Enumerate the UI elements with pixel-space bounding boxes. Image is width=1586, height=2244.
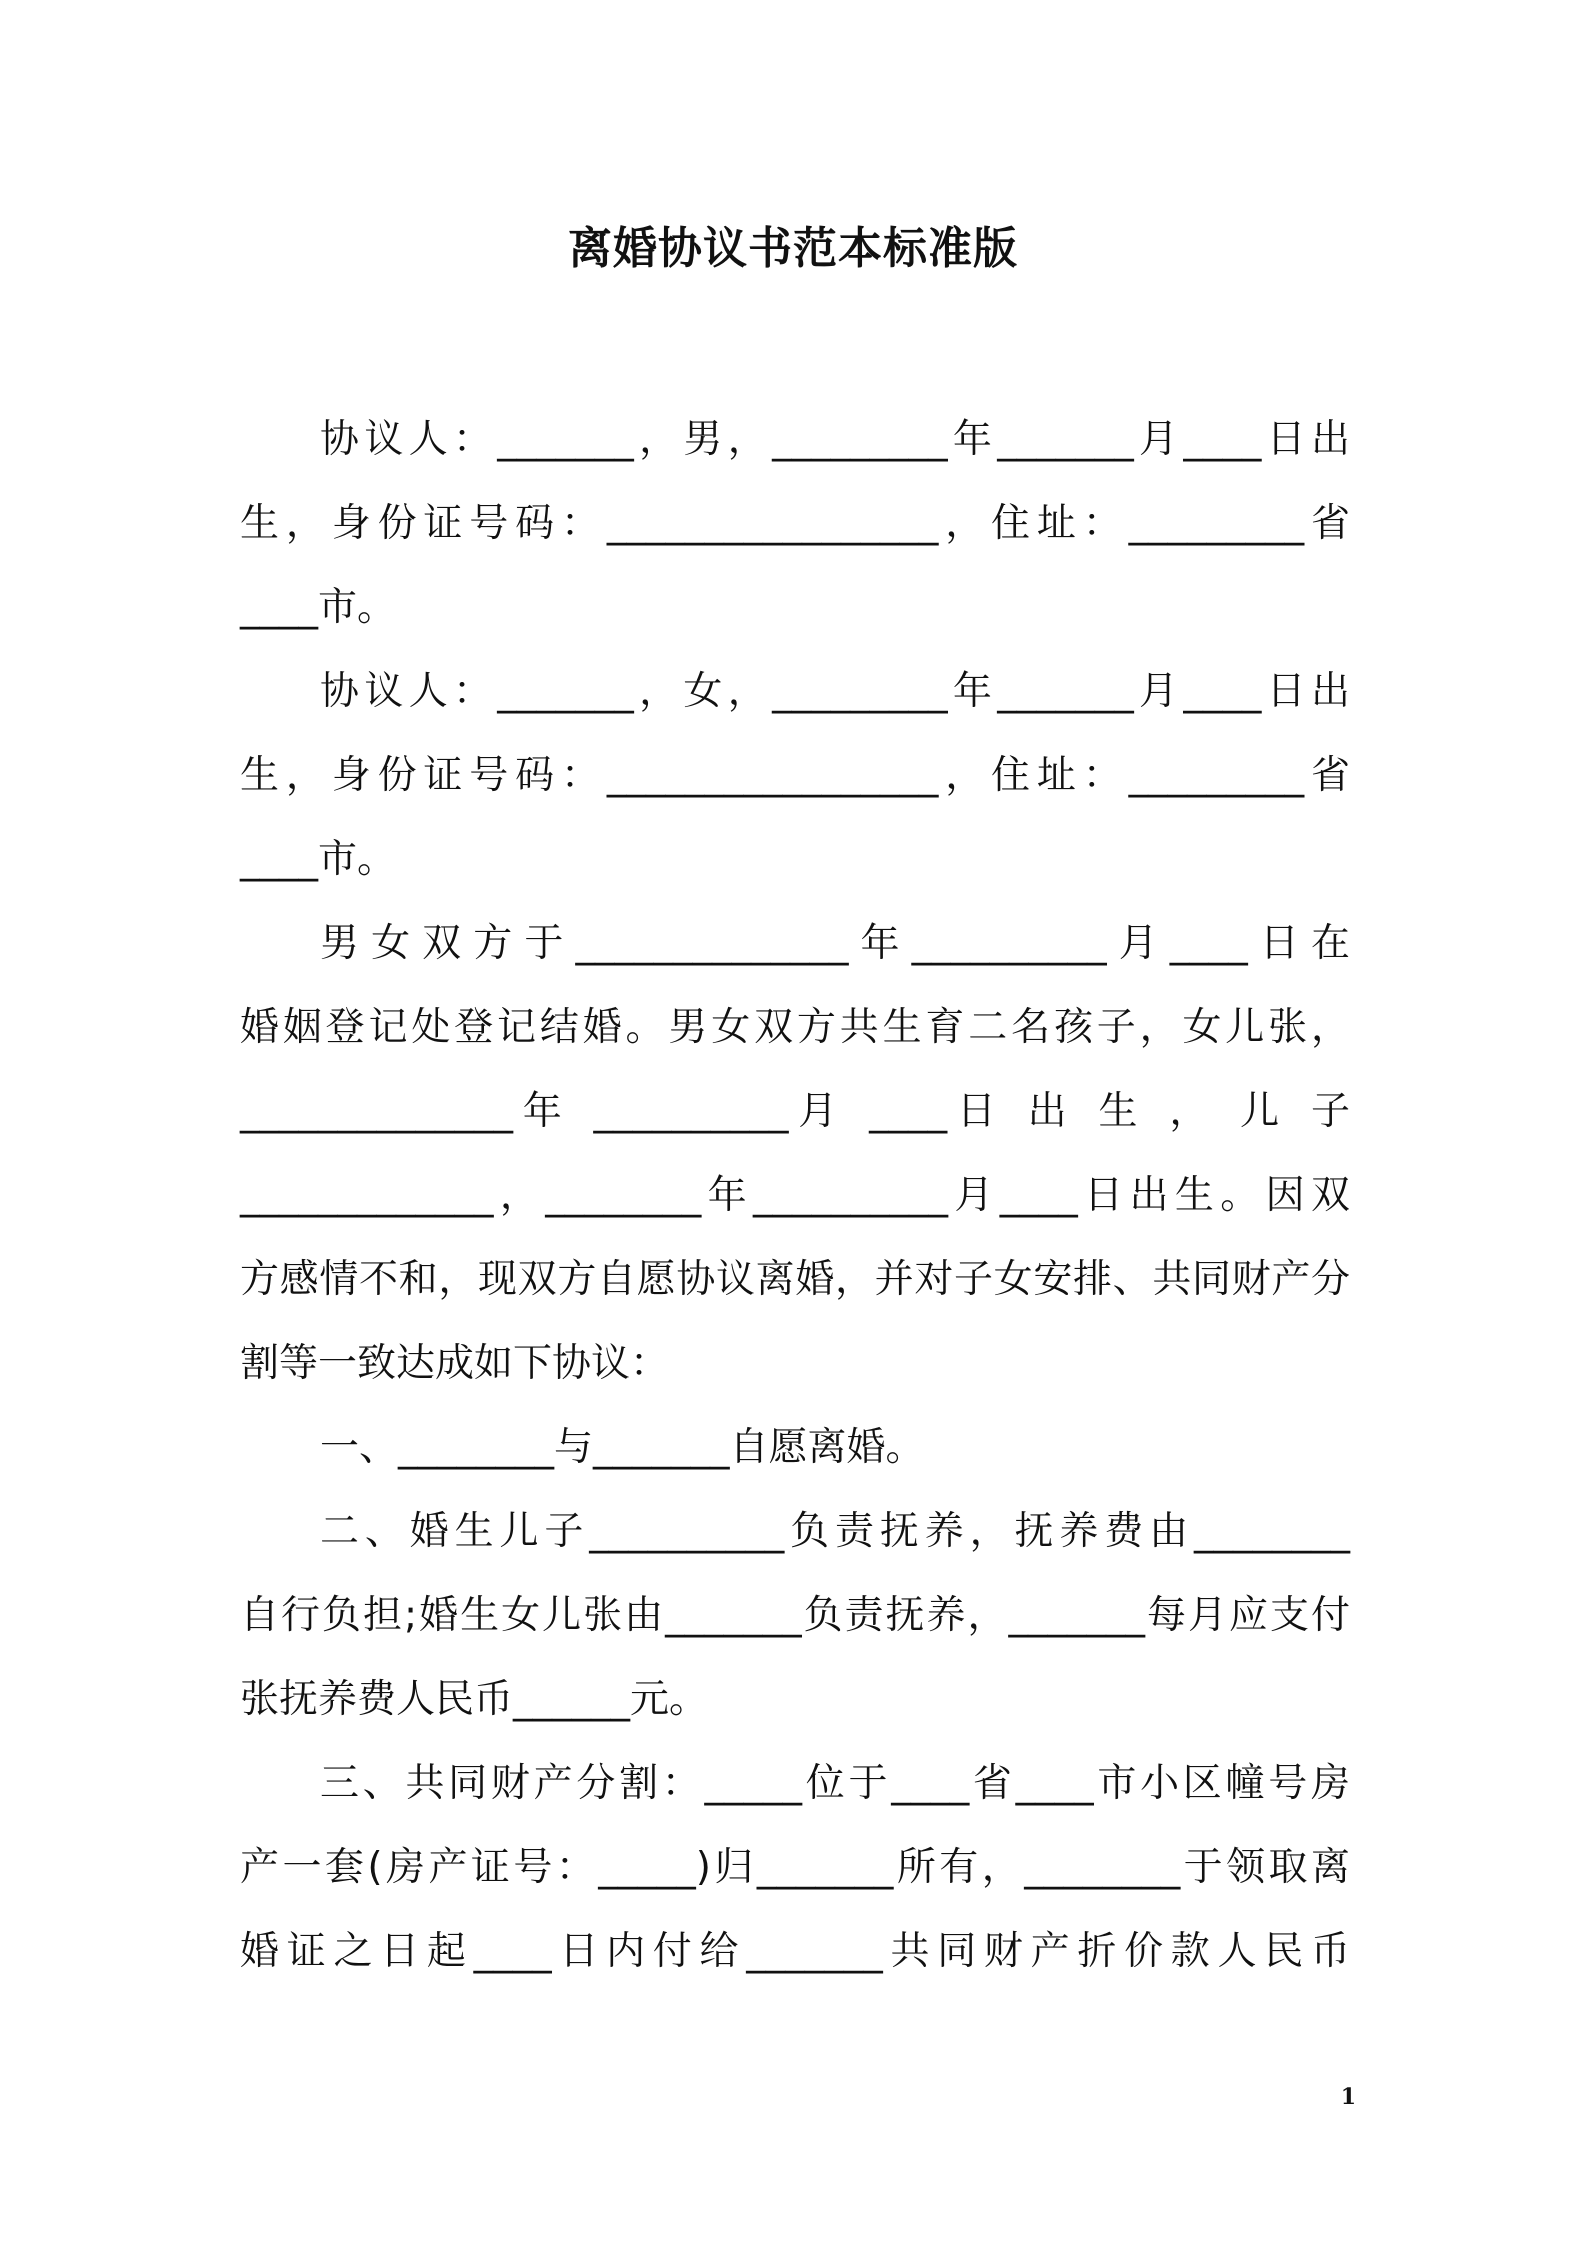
- clause-3-line-2: 产一套(房产证号：_____)归_______所有，________于领取离: [240, 1845, 1350, 1890]
- paragraph-2-line-2: 生，身份证号码：_________________，住址：_________省: [240, 753, 1350, 798]
- paragraph-3-line-2: 婚姻登记处登记结婚。男女双方共生育二名孩子，女儿张，: [240, 1005, 1350, 1050]
- clause-3-line-3: 婚证之日起____日内付给_______共同财产折价款人民币: [240, 1929, 1350, 1974]
- clause-2-line-2: 自行负担;婚生女儿张由_______负责抚养，_______每月应支付: [240, 1593, 1350, 1638]
- paragraph-3-line-6: 割等一致达成如下协议：: [240, 1341, 670, 1386]
- page-number: 1: [1340, 2084, 1356, 2110]
- paragraph-3-line-4: _____________，________年__________月____日出生。因双: [240, 1173, 1350, 1218]
- clause-2-line-1: 二、婚生儿子__________负责抚养，抚养费由________: [320, 1509, 1350, 1554]
- paragraph-3-line-3: ______________年 __________月 ____日 出 生 ， 儿 子: [240, 1089, 1350, 1134]
- clause-3-line-1: 三、共同财产分割：_____位于____省____市小区幢号房: [320, 1761, 1350, 1806]
- paragraph-1-line-2: 生，身份证号码：_________________，住址：_________省: [240, 501, 1350, 546]
- paragraph-2-line-1: 协议人：_______，女，_________年_______月____日出: [320, 669, 1350, 714]
- clause-1-line-1: 一、________与_______自愿离婚。: [320, 1425, 925, 1470]
- document-title: 离婚协议书范本标准版: [568, 223, 1018, 274]
- clause-2-line-3: 张抚养费人民币______元。: [240, 1677, 709, 1722]
- paragraph-1-line-3: ____市。: [240, 585, 397, 630]
- paragraph-3-line-1: 男女双方于______________年__________月____日在: [320, 921, 1350, 966]
- paragraph-1-line-1: 协议人：_______，男，_________年_______月____日出: [320, 417, 1350, 462]
- paragraph-2-line-3: ____市。: [240, 837, 397, 882]
- paragraph-3-line-5: 方感情不和，现双方自愿协议离婚，并对子女安排、共同财产分: [240, 1257, 1350, 1302]
